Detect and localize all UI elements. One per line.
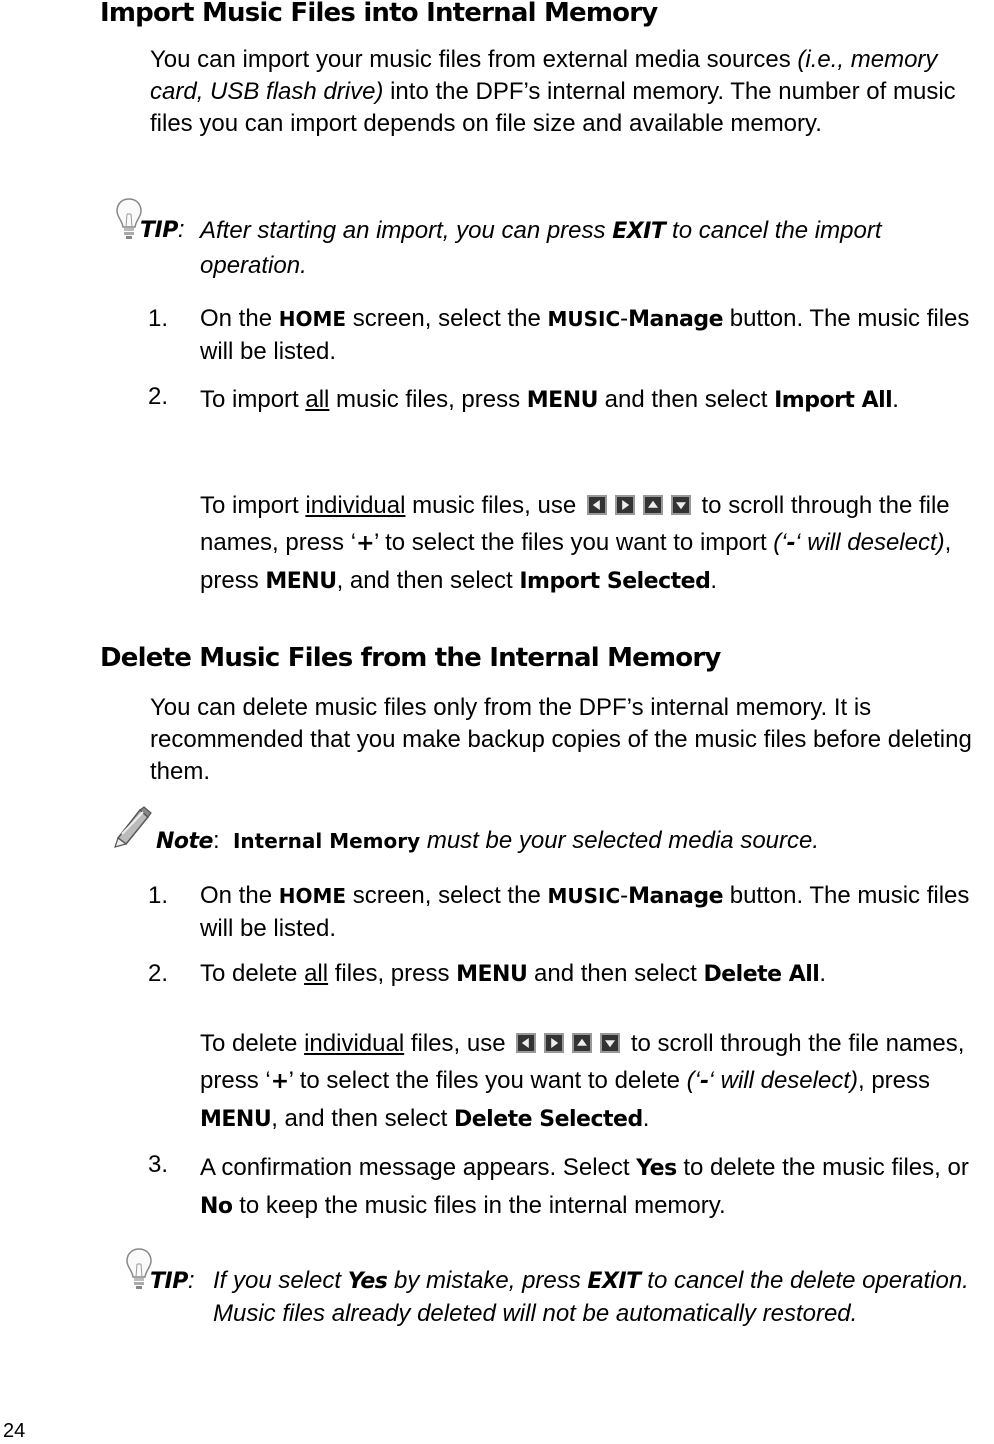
delete-step-3: A confirmation message appears. Select Yes to delete the music files, or No to keep the music files in the internal memory. [200,1154,969,1219]
pencil-icon [110,804,154,848]
arrow-up-icon [643,495,663,515]
delete-step-2: To delete all files, press MENU and then select Delete All. [200,960,826,987]
arrow-left-icon [587,495,607,515]
delete-step-1: On the HOME screen, select the MUSIC-Manage button. The music files will be listed. [200,882,970,942]
import-step-1: On the HOME screen, select the MUSIC-Manage button. The music files will be listed. [200,305,970,365]
step-number: 3. [148,1151,169,1178]
step-number: 1. [148,882,169,909]
tip-text-delete: If you select Yes by mistake, press EXIT to cancel the delete operation. Music files already deleted will not be automatically restored. [213,1267,969,1327]
arrow-up-icon [572,1033,592,1053]
section-heading-import: Import Music Files into Internal Memory [100,0,658,28]
arrow-right-icon [615,495,635,515]
step-number: 1. [148,305,169,332]
arrow-down-icon [600,1033,620,1053]
section-heading-delete: Delete Music Files from the Internal Memory [100,643,721,673]
delete-intro: You can delete music files only from the DPF’s internal memory. It is recommended that you make backup copies of the music files before deleting them. [150,694,972,785]
import-step-2: To import all music files, press MENU and then select Import All. [200,386,899,413]
tip-label-delete: TIP: [150,1267,195,1294]
step-number: 2. [148,383,169,410]
import-step-2-individual: To import individual music files, use to scroll through the file names, press ‘+’ to select the files you want to import (‘-‘ will deselect), press MENU, and then select Import Selected. [200,492,952,594]
arrow-down-icon [671,495,691,515]
tip-label-import: TIP: [140,216,185,243]
delete-step-2-individual: To delete individual files, use to scroll through the file names, press ‘+’ to select the files you want to delete (‘-‘ will deselect), press MENU, and then select Delete Selected. [200,1030,965,1132]
tip-text-import: After starting an import, you can press EXIT to cancel the import operation. [200,217,882,279]
arrow-left-icon [516,1033,536,1053]
page-number: 24 [3,1420,26,1442]
step-number: 2. [148,960,169,987]
arrow-right-icon [544,1033,564,1053]
note-import: Note: Internal Memory must be your selected media source. [156,827,820,854]
import-intro: You can import your music files from external media sources (i.e., memory card, USB flash drive) into the DPF’s internal memory. The number of music files you can import depends on file size and available memory. [150,46,956,137]
